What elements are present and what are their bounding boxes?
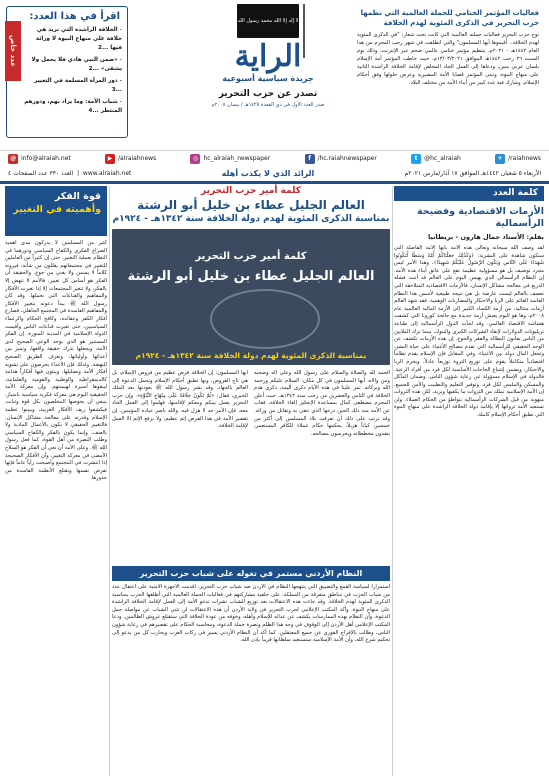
opinion-subtitle: وأهميته في التغيير [13,204,101,215]
opinion-column [5,186,107,776]
secondary-headline[interactable]: النظام الأردني مستمر في تغوله على شباب حزب التحرير [112,566,390,581]
first-issue-note: صدر العدد الأول في ذي القعدة ١٤٢٥هـ / نيسان ٢٠٠٥م [211,102,325,108]
social-link[interactable]: ▶ /alraiahnews [105,154,156,164]
lead-story-title[interactable]: فعاليات المؤتمر الختامي للحملة العالمية التي نظمها حزب التحرير في الذكرى المئوية لهدم الخلافة [360,9,539,27]
poster-subtitle: بمناسبة الذكرى المئوية لهدم دولة الخلافة سنة ١٣٤٢هـ - ١٩٢٤م [135,351,367,360]
black-banner-flag-icon: لا إله إلا الله محمد رسول الله [237,4,299,38]
facebook-icon: f [305,154,315,164]
secondary-body: استمراراً لسياسة القمع والتضييق التي ينتهجها النظام في الأردن ضد شباب حزب التحرير، أقدمت الأجهزة الأمنية على اعتقال عدد من شباب الحزب في مناطق متفرقة من المملكة، على خلفية مشاركتهم في فعاليات الحملة العالمية التي أطلقها الحزب بمناسبة الذكرى المئوية لهدم الخلافة. وقد جاءت هذه الاعتقالات بعد توزيع الشباب نشرات تدعو الأمة إلى العمل لإقامة الخلافة الراشدة على منهاج النبوة. وأكد المكتب الإعلامي لحزب التحرير في ولاية الأردن أن هذه الاعتقالات لن تثني الشباب عن مواصلة حمل الدعوة، وأن النظام بهذه الممارسات يكشف عن عدائه للإسلام وأهله، وخوفه من عودة الخلافة التي ستقتلع عروش الظالمين. ودعا المكتب الإعلامي أهل الأردن إلى الوقوف في وجه هذا الظلم ونصرة حملة الدعوة، ومحاسبة الحكام على تقصيرهم في رعاية شؤون الناس، وطالب بالإفراج الفوري عن جميع المعتقلين. كما أكد أن النظام الأردني يسير في ركاب الغرب ويحارب كل من يدعو إلى تحكيم شرع الله، وأن الأمة الإسلامية ستستعيد سلطانها قريباً بإذن الله. [112,584,390,644]
story-body-right: الحمد لله والصلاة والسلام على رسول الله وعلى آله وصحبه ومن والاه، أيها المسلمون في كل مكان: السلام عليكم ورحمة الله وبركاته. تمر علينا في هذه الأيام ذكرى أليمة، ذكرى هدم الخلافة في الثامن والعشرين من رجب سنة ١٣٤٢هـ، حيث أعلن المجرم مصطفى كمال بمساعدة الإنجليز إلغاء الخلافة، فغاب عن الأمة منذ ذلك الحين درعها الذي تتقي به وتقاتل من ورائه. وقد ترتب على ذلك أن تفرقت بلاد المسلمين إلى أكثر من خمسين كياناً هزيلاً، يحكمها حكام عملاء للكافر المستعمر، ينفذون مخططاته ويحرسون مصالحه. [254,370,390,437]
website-link[interactable]: www.alraiah.net [82,170,132,177]
youtube-icon: ▶ [105,154,115,164]
issue-item[interactable]: - شباب الأمة: وما يراد بهم، ودورهم المنتظر ...4 [24,98,122,116]
story-title[interactable]: العالم الجليل عطاء بن خليل أبو الرشتة [137,198,365,212]
logo-title: الراية [234,39,302,74]
story-poster-image [112,229,390,365]
ring-decoration-icon [210,289,320,349]
column-divider [392,186,393,776]
lead-story [353,6,543,144]
section-header: كلمة العدد [394,186,544,201]
telegram-icon: ✈ [495,154,505,164]
story-subtitle: بمناسبة الذكرى المئوية لهدم دولة الخلافة سنة ١٣٤٢هـ - ١٩٢٤م [112,214,390,224]
article-title[interactable]: الأزمات الاقتصادية وفضيحة الرأسمالية [417,206,544,229]
social-link[interactable]: ✈ /raiahnews [495,154,541,164]
article-body: لقد وصف الله سبحانه وتعالى هذه الأمة بأنها الأمة الفاضلة التي ستكون شاهدة على البشرية: ﴿وَكَذَٰلِكَ جَعَلْنَاكُمْ أُمَّةً وَسَطًا لِّتَكُونُوا شُهَدَاءَ عَلَى النَّاسِ وَيَكُونَ الرَّسُولُ عَلَيْكُمْ شَهِيدًا﴾، وهذا الأمر ليس مجرد توصيف بل هو مسؤولية عظيمة تقع على عاتق أبناء هذه الأمة. إن النظام الرأسمالي الذي يهيمن اليوم على العالم قد أثبت فشله الذريع في معالجة مشاكل الإنسان، فالأزمات الاقتصادية المتلاحقة التي تعصف بالعالم ليست عارضة بل هي نتيجة طبيعية لأسس هذا النظام الفاسد القائم على الربا والاحتكار والمضاربات الوهمية. فقد شهد العالم أزمات متتالية، من أزمة الكساد الكبير إلى الأزمة المالية العالمية عام ٢٠٠٨م، وها هو اليوم يعيش أزمة جديدة مع جائحة كورونا التي كشفت هشاشة الاقتصاد العالمي. وقد لجأت الدول الرأسمالية إلى طباعة تريليونات الدولارات لإنقاذ الشركات الكبرى والبنوك، بينما ترك الملايين من الناس يعانون البطالة والفقر والجوع. إن هذه الأزمات تكشف عن الوجه الحقيقي للرأسمالية التي تقدم مصالح الأغنياء على حياة البشر، وتجعل المال دولة بين الأغنياء. وفي المقابل فإن الإسلام يقدم نظاماً اقتصادياً متكاملاً يقوم على توزيع الثروة توزيعاً عادلاً، ويحرم الربا والاحتكار، ويضمن إشباع الحاجات الأساسية لكل فرد من أفراد الرعية. فالدولة في الإسلام مسؤولة عن رعاية شؤون الناس، وضمان المأكل والمسكن والملبس لكل فرد، وتوفير التعليم والتطبيب والأمن للجميع. إن الأمة الإسلامية تملك من الثروات ما يكفيها ويزيد، لكن هذه الثروات منهوبة من قبل الشركات الرأسمالية بتواطؤ من الحكام العملاء. ولن تستعيد الأمة ثرواتها إلا بإقامة دولة الخلافة الراشدة على منهاج النبوة التي تطبق أحكام الإسلام كاملة. [394,245,544,419]
instagram-icon: ◎ [190,154,200,164]
social-link[interactable]: f /hc.raiahnewspaper [305,154,377,164]
issue-and-site: العدد ٣٣٠ عدد الصفحات ٤ | www.alraiah.net [8,170,132,177]
social-link[interactable]: t @hc_alraiah [411,154,461,164]
date-bar [0,167,549,180]
story-kicker: كلمة أمير حزب التحرير [200,186,302,196]
story-body-left: أيها المسلمون: إن الخلافة فرض عظيم من فروض الإسلام، بل هي تاج الفروض، وبها تطبق أحكام الإسلام وتحمل الدعوة إلى العالم بالجهاد. وقد بشر رسول الله ﷺ بعودتها بعد الملك الجبري، فقال: «ثُمَّ تَكُونُ خِلَافَةً عَلَى مِنْهَاجِ النُّبُوَّةِ». وإن حزب التحرير يعمل بينكم ومعكم لإقامتها، فهلموا إلى العمل الجاد معه، فإن الأمر جد لا هزل فيه، والله ناصر عباده المؤمنين. إن تقصير الأمة في هذا الفرض إثم عظيم، ولا يرفع الإثم إلا العمل لإقامة الخلافة. [112,370,248,430]
slogan: الرائد الذي لا يكذب أهله [221,169,315,178]
special-issue-tag: عدد خاص [5,21,21,81]
issue-item[interactable]: - الخلافة الراشدة التي نريد هي خلافة على منهاج النبوة لا وراثة فيها ...2 [24,26,122,53]
editorial-column [394,186,544,776]
twitter-icon: t [411,154,421,164]
opinion-title-box [5,186,107,236]
main-story [112,186,390,776]
logo-subtitle: جريدة سياسية أسبوعية [222,74,314,83]
opinion-title[interactable]: قوة الفكر [54,191,101,202]
article-author: بقلم: الأستاذ جمال هارون - بريطانيا [427,233,544,241]
newspaper-logo [188,4,348,144]
social-link[interactable]: @ info@alraiah.net [10,154,71,162]
issue-date: الأربعاء ٥ شعبان ١٤٤٢هـ الموافق ١٧ آذار/مارس ٢٠٢١م [404,170,541,177]
issue-number: العدد ٣٣٠ عدد الصفحات ٤ [8,170,74,177]
lead-story-body: توج حزب التحرير فعاليات حملته العالمية التي كانت تحت شعار: "في الذكرى المئوية لهدم الخلافة.. أقيموها أيها المسلمون" والتي انطلقت في شهر رجب المحرم من هذا العام ١٤٤٢هـ - ٢٠٢١م، بتنظيم مؤتمر ختامي عالمي ضخم عبر الإنترنت، وذلك يوم السبت ٢٦ رجب ١٤٤٢هـ الموافق ١٣/٠٣/٢٠٢١م، حيث خاطب المؤتمر أمة الإسلام بلسان عربي مبين، ودعاها إلى العمل الجاد المخلص لإقامة الخلافة الراشدة الثانية على منهاج النبوة، وتبنى المؤتمر قضايا الأمة المصيرية وعرض حلولها وفق أحكام الإسلام، وشارك فيه عدد كبير من أبناء الأمة من مختلف البلاد. [357,32,539,86]
issue-item[interactable]: - «ضمن النبي هادي فلا يحمل ولا يشقى» ...2 [24,56,122,74]
email-icon: @ [10,154,17,162]
issue-item[interactable]: - دور المرأة المسلمة في التغيير ...3 [24,77,122,95]
in-this-issue-title: اقرأ في هذا العدد: [29,11,120,22]
poster-kicker: كلمة أمير حزب التحرير [195,251,307,262]
opinion-body: كثير من المسلمين لا يدركون مدى أهمية الصراع الفكري والكفاح السياسي ودورهما في النظام بعملية التغيير، حتى إن كثيراً من العاملين للتغيير في مجتمعاتهم يقللون من شأنه، فيرونه كلاماً لا يسمن ولا يغني من جوع. والحقيقة أن الفكر هو أساس كل تغيير، فالأمم لا تنهض إلا بالفكر، ولا تتغير المجتمعات إلا إذا تغيرت الأفكار والمفاهيم والقناعات التي تحملها. وقد كان رسول الله ﷺ يبدأ دعوته بتغيير الأفكار والمفاهيم الفاسدة في المجتمع الجاهلي، فصارع أفكار الكفر وعقائده، وكافح الحكام والزعماء السياسيين، حتى تغيرت قناعات الناس وأقيمت الدولة الإسلامية في المدينة المنورة. إن الفكر المستنير هو الذي يوجد الوعي الصحيح لدى الأمة، ويجعلها تدرك حقيقة واقعها، وتميز بين أعدائها وأوليائها، وتعرف الطريق الصحيح للنهضة. ولذلك فإن الأعداء يحرصون على تشويه أفكار الأمة وتضليلها، ويبثون فيها أفكاراً هدامة كالديمقراطية والوطنية والقومية والعلمانية، ليبقوها أسيرة لهيمنتهم. وإن معركة الأمة الحقيقية اليوم هي معركة فكرية سياسية بامتياز، ينبغي أن يخوضها المخلصون بكل قوة وثبات، فيكشفوا زيف الأفكار الغربية، ويبينوا عظمة الإسلام وقدرته على معالجة مشاكل الإنسان. فالتغيير الحقيقي لا يكون بالأعمال المادية ولا بالعنف، وإنما يكون بالفكر والكفاح السياسي وطلب النصرة من أهل القوة، كما فعل رسول الله ﷺ. وعلى الأمة أن تعي أن الفكر هو السلاح الأمضى في معركة التغيير، وأن الأفكار الصحيحة إذا انتشرت في المجتمع وأصبحت رأياً عاماً فإنها تفرض نفسها وتقتلع الأنظمة الفاسدة من جذورها. [5,240,107,482]
masthead [0,0,549,150]
header-rule [0,181,549,184]
social-bar [0,150,549,166]
social-link[interactable]: ◎ hc_alraiah_newspaper [190,154,270,164]
poster-title: العالم الجليل عطاء بن خليل أبو الرشتة [127,269,375,284]
in-this-issue-list [12,26,122,116]
in-this-issue-box [6,6,128,138]
story-body [112,370,390,562]
publisher-line: تصدر عن حزب التحرير [218,89,318,99]
column-divider [109,186,110,776]
